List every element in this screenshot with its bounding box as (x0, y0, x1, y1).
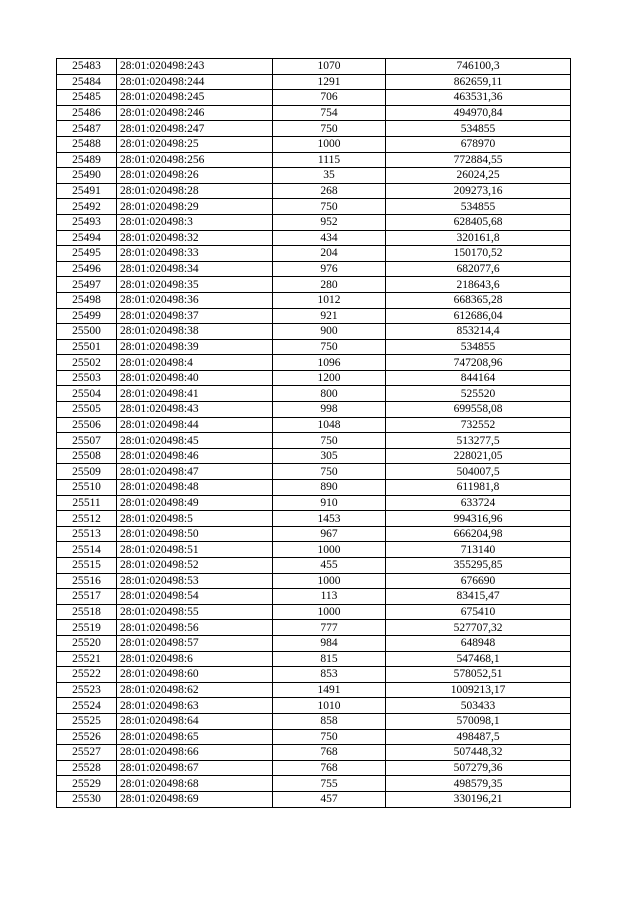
row-number-cell: 25528 (57, 760, 117, 776)
row-number-cell: 25526 (57, 729, 117, 745)
cadastral-number-cell: 28:01:020498:49 (117, 495, 273, 511)
row-number-cell: 25527 (57, 745, 117, 761)
value-cell: 494970,84 (386, 105, 571, 121)
value-cell: 862659,11 (386, 74, 571, 90)
table-row (57, 698, 571, 714)
area-cell: 768 (273, 760, 386, 776)
table-row (57, 230, 571, 246)
table-row (57, 339, 571, 355)
table-row (57, 651, 571, 667)
area-cell: 921 (273, 308, 386, 324)
cadastral-number-cell: 28:01:020498:60 (117, 667, 273, 683)
table-row (57, 261, 571, 277)
cadastral-number-cell: 28:01:020498:50 (117, 526, 273, 542)
value-cell: 699558,08 (386, 402, 571, 418)
table-row (57, 620, 571, 636)
row-number-cell: 25515 (57, 558, 117, 574)
value-cell: 747208,96 (386, 355, 571, 371)
area-cell: 1000 (273, 136, 386, 152)
row-number-cell: 25488 (57, 136, 117, 152)
table-row (57, 573, 571, 589)
value-cell: 547468,1 (386, 651, 571, 667)
cadastral-number-cell: 28:01:020498:36 (117, 292, 273, 308)
cadastral-number-cell: 28:01:020498:48 (117, 480, 273, 496)
table-row (57, 324, 571, 340)
row-number-cell: 25524 (57, 698, 117, 714)
area-cell: 976 (273, 261, 386, 277)
cadastral-number-cell: 28:01:020498:32 (117, 230, 273, 246)
cadastral-number-cell: 28:01:020498:52 (117, 558, 273, 574)
area-cell: 204 (273, 246, 386, 262)
value-cell: 26024,25 (386, 168, 571, 184)
area-cell: 1453 (273, 511, 386, 527)
area-cell: 268 (273, 183, 386, 199)
table-row (57, 168, 571, 184)
area-cell: 455 (273, 558, 386, 574)
value-cell: 628405,68 (386, 214, 571, 230)
area-cell: 1491 (273, 682, 386, 698)
area-cell: 952 (273, 214, 386, 230)
area-cell: 457 (273, 791, 386, 807)
value-cell: 1009213,17 (386, 682, 571, 698)
value-cell: 525520 (386, 386, 571, 402)
value-cell: 853214,4 (386, 324, 571, 340)
row-number-cell: 25519 (57, 620, 117, 636)
area-cell: 750 (273, 199, 386, 215)
cadastral-number-cell: 28:01:020498:53 (117, 573, 273, 589)
value-cell: 228021,05 (386, 448, 571, 464)
row-number-cell: 25502 (57, 355, 117, 371)
area-cell: 280 (273, 277, 386, 293)
value-cell: 355295,85 (386, 558, 571, 574)
cadastral-number-cell: 28:01:020498:45 (117, 433, 273, 449)
cadastral-number-cell: 28:01:020498:246 (117, 105, 273, 121)
cadastral-number-cell: 28:01:020498:38 (117, 324, 273, 340)
table-row (57, 121, 571, 137)
table-row (57, 386, 571, 402)
area-cell: 900 (273, 324, 386, 340)
cadastral-number-cell: 28:01:020498:244 (117, 74, 273, 90)
table-row (57, 402, 571, 418)
cadastral-number-cell: 28:01:020498:39 (117, 339, 273, 355)
row-number-cell: 25486 (57, 105, 117, 121)
row-number-cell: 25489 (57, 152, 117, 168)
value-cell: 507279,36 (386, 760, 571, 776)
cadastral-number-cell: 28:01:020498:56 (117, 620, 273, 636)
table-row (57, 511, 571, 527)
row-number-cell: 25504 (57, 386, 117, 402)
cadastral-number-cell: 28:01:020498:69 (117, 791, 273, 807)
cadastral-number-cell: 28:01:020498:33 (117, 246, 273, 262)
value-cell: 666204,98 (386, 526, 571, 542)
table-row (57, 59, 571, 75)
value-cell: 611981,8 (386, 480, 571, 496)
row-number-cell: 25514 (57, 542, 117, 558)
value-cell: 498579,35 (386, 776, 571, 792)
table-row (57, 760, 571, 776)
row-number-cell: 25511 (57, 495, 117, 511)
row-number-cell: 25507 (57, 433, 117, 449)
area-cell: 755 (273, 776, 386, 792)
cadastral-number-cell: 28:01:020498:47 (117, 464, 273, 480)
area-cell: 1010 (273, 698, 386, 714)
value-cell: 83415,47 (386, 589, 571, 605)
table-row (57, 745, 571, 761)
value-cell: 612686,04 (386, 308, 571, 324)
value-cell: 648948 (386, 635, 571, 651)
value-cell: 682077,6 (386, 261, 571, 277)
area-cell: 1200 (273, 370, 386, 386)
cadastral-number-cell: 28:01:020498:3 (117, 214, 273, 230)
area-cell: 1096 (273, 355, 386, 371)
value-cell: 504007,5 (386, 464, 571, 480)
value-cell: 994316,96 (386, 511, 571, 527)
cadastral-number-cell: 28:01:020498:66 (117, 745, 273, 761)
table-row (57, 433, 571, 449)
area-cell: 754 (273, 105, 386, 121)
area-cell: 706 (273, 90, 386, 106)
area-cell: 113 (273, 589, 386, 605)
row-number-cell: 25506 (57, 417, 117, 433)
row-number-cell: 25496 (57, 261, 117, 277)
row-number-cell: 25492 (57, 199, 117, 215)
row-number-cell: 25518 (57, 604, 117, 620)
area-cell: 890 (273, 480, 386, 496)
area-cell: 1048 (273, 417, 386, 433)
table-body (57, 59, 571, 808)
row-number-cell: 25498 (57, 292, 117, 308)
table-row (57, 370, 571, 386)
value-cell: 732552 (386, 417, 571, 433)
table-row (57, 480, 571, 496)
cadastral-number-cell: 28:01:020498:67 (117, 760, 273, 776)
row-number-cell: 25523 (57, 682, 117, 698)
row-number-cell: 25529 (57, 776, 117, 792)
area-cell: 984 (273, 635, 386, 651)
cadastral-number-cell: 28:01:020498:4 (117, 355, 273, 371)
value-cell: 678970 (386, 136, 571, 152)
area-cell: 1000 (273, 542, 386, 558)
value-cell: 534855 (386, 339, 571, 355)
row-number-cell: 25512 (57, 511, 117, 527)
cadastral-number-cell: 28:01:020498:43 (117, 402, 273, 418)
row-number-cell: 25522 (57, 667, 117, 683)
table-row (57, 417, 571, 433)
cadastral-number-cell: 28:01:020498:40 (117, 370, 273, 386)
value-cell: 503433 (386, 698, 571, 714)
row-number-cell: 25485 (57, 90, 117, 106)
row-number-cell: 25487 (57, 121, 117, 137)
area-cell: 815 (273, 651, 386, 667)
row-number-cell: 25501 (57, 339, 117, 355)
value-cell: 578052,51 (386, 667, 571, 683)
table-row (57, 90, 571, 106)
row-number-cell: 25520 (57, 635, 117, 651)
value-cell: 676690 (386, 573, 571, 589)
row-number-cell: 25510 (57, 480, 117, 496)
cadastral-number-cell: 28:01:020498:35 (117, 277, 273, 293)
table-row (57, 526, 571, 542)
value-cell: 320161,8 (386, 230, 571, 246)
table-row (57, 448, 571, 464)
area-cell: 777 (273, 620, 386, 636)
row-number-cell: 25525 (57, 713, 117, 729)
area-cell: 750 (273, 433, 386, 449)
area-cell: 910 (273, 495, 386, 511)
cadastral-number-cell: 28:01:020498:65 (117, 729, 273, 745)
row-number-cell: 25508 (57, 448, 117, 464)
row-number-cell: 25484 (57, 74, 117, 90)
area-cell: 750 (273, 729, 386, 745)
row-number-cell: 25516 (57, 573, 117, 589)
table-row (57, 277, 571, 293)
cadastral-number-cell: 28:01:020498:6 (117, 651, 273, 667)
cadastral-number-cell: 28:01:020498:29 (117, 199, 273, 215)
cadastral-number-cell: 28:01:020498:51 (117, 542, 273, 558)
table-row (57, 355, 571, 371)
value-cell: 772884,55 (386, 152, 571, 168)
table-row (57, 464, 571, 480)
row-number-cell: 25490 (57, 168, 117, 184)
cadastral-number-cell: 28:01:020498:62 (117, 682, 273, 698)
area-cell: 750 (273, 339, 386, 355)
cadastral-number-cell: 28:01:020498:44 (117, 417, 273, 433)
area-cell: 998 (273, 402, 386, 418)
table-row (57, 667, 571, 683)
value-cell: 527707,32 (386, 620, 571, 636)
area-cell: 1012 (273, 292, 386, 308)
cadastral-table (56, 58, 571, 808)
cadastral-number-cell: 28:01:020498:25 (117, 136, 273, 152)
area-cell: 1000 (273, 573, 386, 589)
value-cell: 675410 (386, 604, 571, 620)
cadastral-number-cell: 28:01:020498:5 (117, 511, 273, 527)
value-cell: 507448,32 (386, 745, 571, 761)
cadastral-number-cell: 28:01:020498:64 (117, 713, 273, 729)
row-number-cell: 25493 (57, 214, 117, 230)
table-row (57, 246, 571, 262)
cadastral-number-cell: 28:01:020498:256 (117, 152, 273, 168)
row-number-cell: 25517 (57, 589, 117, 605)
value-cell: 668365,28 (386, 292, 571, 308)
table-row (57, 542, 571, 558)
cadastral-number-cell: 28:01:020498:63 (117, 698, 273, 714)
area-cell: 750 (273, 121, 386, 137)
table-row (57, 136, 571, 152)
row-number-cell: 25530 (57, 791, 117, 807)
row-number-cell: 25495 (57, 246, 117, 262)
cadastral-number-cell: 28:01:020498:54 (117, 589, 273, 605)
table-row (57, 105, 571, 121)
value-cell: 570098,1 (386, 713, 571, 729)
table-row (57, 558, 571, 574)
table-row (57, 183, 571, 199)
area-cell: 1070 (273, 59, 386, 75)
value-cell: 463531,36 (386, 90, 571, 106)
cadastral-number-cell: 28:01:020498:37 (117, 308, 273, 324)
cadastral-number-cell: 28:01:020498:55 (117, 604, 273, 620)
table-row (57, 635, 571, 651)
row-number-cell: 25497 (57, 277, 117, 293)
value-cell: 513277,5 (386, 433, 571, 449)
area-cell: 800 (273, 386, 386, 402)
cadastral-number-cell: 28:01:020498:46 (117, 448, 273, 464)
row-number-cell: 25499 (57, 308, 117, 324)
cadastral-number-cell: 28:01:020498:68 (117, 776, 273, 792)
area-cell: 858 (273, 713, 386, 729)
value-cell: 209273,16 (386, 183, 571, 199)
value-cell: 150170,52 (386, 246, 571, 262)
cadastral-number-cell: 28:01:020498:247 (117, 121, 273, 137)
table-row (57, 604, 571, 620)
area-cell: 967 (273, 526, 386, 542)
area-cell: 1115 (273, 152, 386, 168)
row-number-cell: 25521 (57, 651, 117, 667)
cadastral-number-cell: 28:01:020498:41 (117, 386, 273, 402)
value-cell: 218643,6 (386, 277, 571, 293)
row-number-cell: 25500 (57, 324, 117, 340)
area-cell: 853 (273, 667, 386, 683)
value-cell: 713140 (386, 542, 571, 558)
value-cell: 498487,5 (386, 729, 571, 745)
table-row (57, 214, 571, 230)
table-row (57, 152, 571, 168)
area-cell: 35 (273, 168, 386, 184)
table-row (57, 495, 571, 511)
row-number-cell: 25503 (57, 370, 117, 386)
table-row (57, 791, 571, 807)
area-cell: 305 (273, 448, 386, 464)
area-cell: 768 (273, 745, 386, 761)
table-row (57, 589, 571, 605)
value-cell: 633724 (386, 495, 571, 511)
table-row (57, 682, 571, 698)
value-cell: 534855 (386, 121, 571, 137)
cadastral-number-cell: 28:01:020498:26 (117, 168, 273, 184)
table-row (57, 729, 571, 745)
table-row (57, 74, 571, 90)
row-number-cell: 25483 (57, 59, 117, 75)
cadastral-number-cell: 28:01:020498:28 (117, 183, 273, 199)
value-cell: 746100,3 (386, 59, 571, 75)
cadastral-number-cell: 28:01:020498:243 (117, 59, 273, 75)
value-cell: 844164 (386, 370, 571, 386)
area-cell: 434 (273, 230, 386, 246)
table-row (57, 308, 571, 324)
row-number-cell: 25509 (57, 464, 117, 480)
value-cell: 330196,21 (386, 791, 571, 807)
row-number-cell: 25505 (57, 402, 117, 418)
table-row (57, 199, 571, 215)
value-cell: 534855 (386, 199, 571, 215)
row-number-cell: 25491 (57, 183, 117, 199)
area-cell: 1000 (273, 604, 386, 620)
row-number-cell: 25494 (57, 230, 117, 246)
table-row (57, 776, 571, 792)
area-cell: 1291 (273, 74, 386, 90)
row-number-cell: 25513 (57, 526, 117, 542)
cadastral-number-cell: 28:01:020498:34 (117, 261, 273, 277)
cadastral-number-cell: 28:01:020498:57 (117, 635, 273, 651)
cadastral-number-cell: 28:01:020498:245 (117, 90, 273, 106)
table-row (57, 292, 571, 308)
table-row (57, 713, 571, 729)
area-cell: 750 (273, 464, 386, 480)
